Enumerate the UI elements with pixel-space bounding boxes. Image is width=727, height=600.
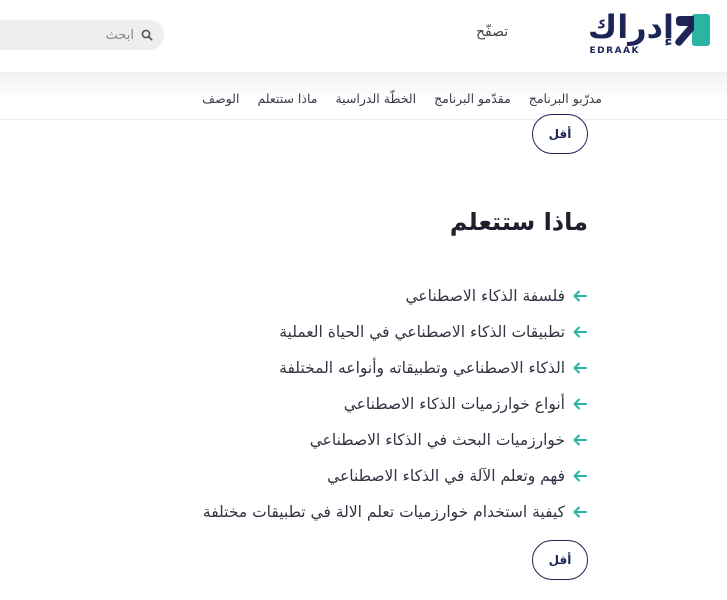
- arrow-left-icon: [573, 362, 587, 374]
- list-item: [203, 350, 587, 386]
- section-title: ماذا ستتعلم: [449, 208, 588, 236]
- logo-subtext: EDRAAK: [589, 46, 640, 56]
- arrow-left-icon: [573, 434, 587, 446]
- nav-item-what-you-learn[interactable]: ماذا ستتعلم: [257, 91, 318, 106]
- course-nav: [0, 72, 727, 120]
- logo-arrow-icon: [672, 12, 712, 48]
- arrow-left-icon: [573, 506, 587, 518]
- nav-item-instructors[interactable]: مدرّبو البرنامج: [528, 91, 602, 106]
- arrow-left-icon: [573, 290, 587, 302]
- outcome-text: فهم وتعلم الآلة في الذكاء الاصطناعي: [327, 467, 565, 485]
- outcome-text: فلسفة الذكاء الاصطناعي: [405, 287, 565, 305]
- course-nav-list: [202, 88, 602, 107]
- learning-outcomes-list: [203, 278, 587, 530]
- arrow-left-icon: [573, 470, 587, 482]
- nav-item-study-plan[interactable]: الخطّة الدراسية: [335, 91, 417, 106]
- search-box[interactable]: [0, 20, 164, 50]
- list-item: [203, 422, 587, 458]
- list-item: [203, 314, 587, 350]
- outcome-text: أنواع خوارزميات الذكاء الاصطناعي: [343, 395, 565, 413]
- show-less-button-bottom[interactable]: أقل: [532, 540, 588, 580]
- edraak-logo[interactable]: [572, 8, 712, 58]
- site-header: [0, 0, 727, 72]
- outcome-text: خوارزميات البحث في الذكاء الاصطناعي: [309, 431, 565, 449]
- nav-item-description[interactable]: الوصف: [202, 91, 240, 106]
- list-item: [203, 458, 587, 494]
- logo-wordmark: إدراك: [587, 8, 674, 46]
- search-input[interactable]: [14, 28, 134, 43]
- list-item: [203, 386, 587, 422]
- arrow-left-icon: [573, 398, 587, 410]
- nav-item-providers[interactable]: مقدّمو البرنامج: [434, 91, 511, 106]
- list-item: [203, 278, 587, 314]
- browse-link[interactable]: تصفّح: [476, 24, 509, 40]
- arrow-left-icon: [573, 326, 587, 338]
- outcome-text: كيفية استخدام خوارزميات تعلم الالة في تطبيقات مختلفة: [202, 503, 565, 521]
- list-item: [203, 494, 587, 530]
- outcome-text: الذكاء الاصطناعي وتطبيقاته وأنواعه المختلفة: [279, 359, 565, 377]
- show-less-button-top[interactable]: أقل: [532, 114, 588, 154]
- search-icon: [140, 28, 154, 42]
- outcome-text: تطبيقات الذكاء الاصطناعي في الحياة العملية: [279, 323, 565, 341]
